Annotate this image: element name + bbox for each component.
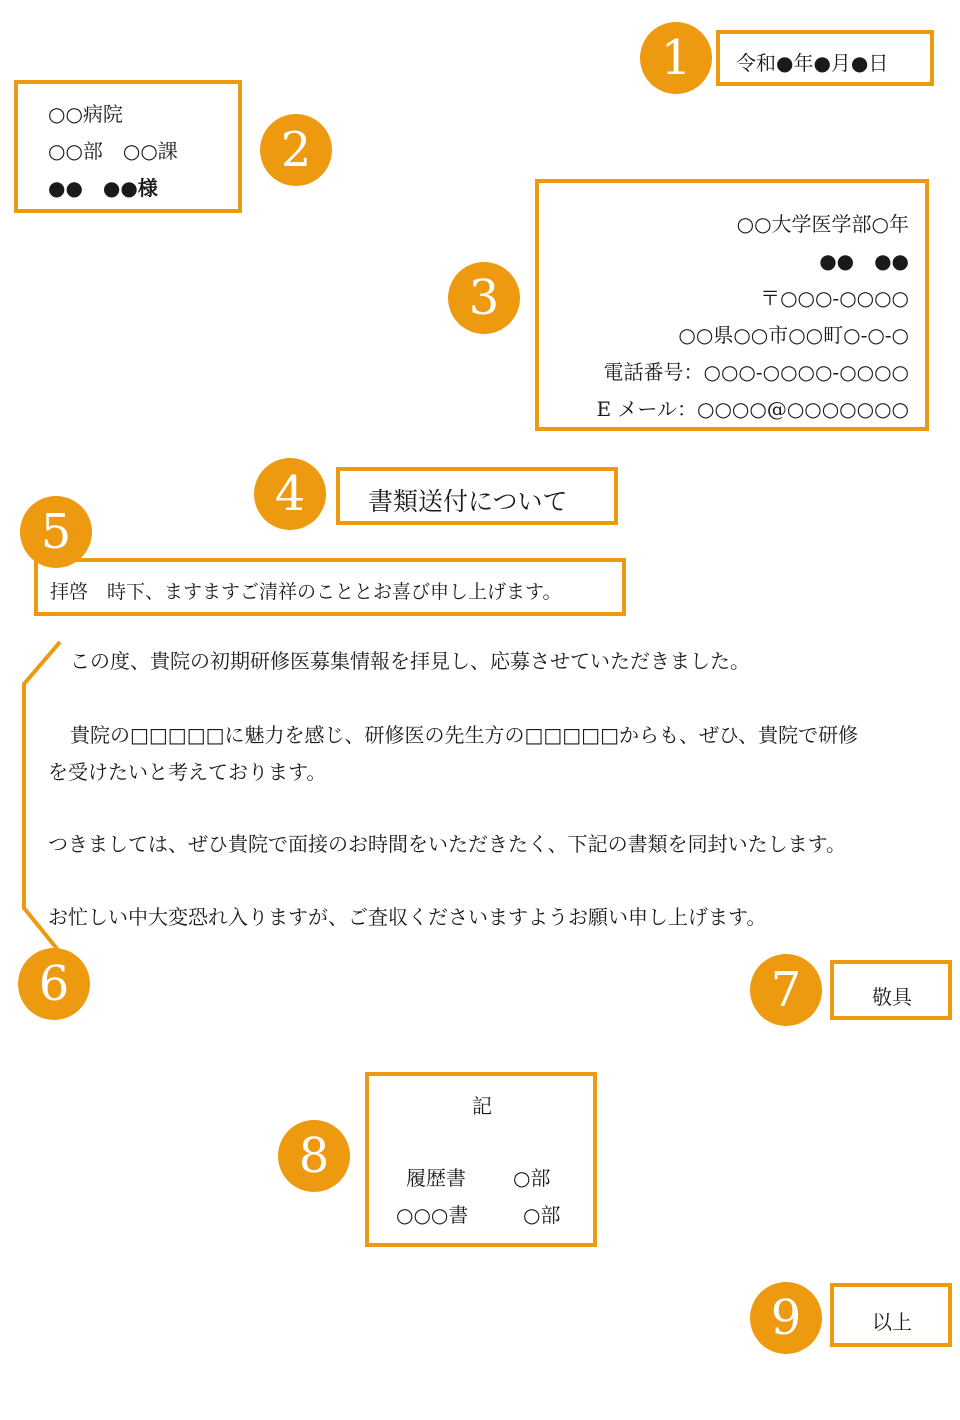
body-paragraph-2-line-1: 貴院の□□□□□に魅力を感じ、研修医の先生方の□□□□□からも、ぜひ、貴院で研修	[70, 723, 859, 747]
marker-8: 8	[278, 1120, 350, 1192]
greeting-text: 拝啓 時下、ますますご清祥のこととお喜び申し上げます。	[50, 581, 562, 603]
closing-box	[830, 960, 952, 1020]
sender-address: ○○県○○市○○町○-○-○	[678, 323, 909, 347]
enclosure-item-2-qty: ○部	[523, 1203, 561, 1227]
recipient-hospital: ○○病院	[48, 102, 123, 126]
marker-2: 2	[260, 114, 332, 186]
marker-9: 9	[750, 1282, 822, 1354]
sender-box	[535, 179, 929, 431]
enclosure-item-2-name: ○○○書	[396, 1203, 469, 1227]
marker-1: 1	[640, 22, 712, 94]
sender-name: ●● ●●	[819, 249, 909, 273]
recipient-department: ○○部 ○○課	[48, 139, 178, 163]
sender-school: ○○大学医学部○年	[736, 212, 909, 236]
end-text: 以上	[872, 1310, 912, 1334]
marker-4: 4	[254, 458, 326, 530]
closing-text: 敬具	[872, 985, 912, 1009]
body-paragraph-2-line-2: を受けたいと考えております。	[48, 760, 327, 784]
body-paragraph-4: お忙しい中大変恐れ入りますが、ご査収くださいますようお願い申し上げます。	[48, 905, 767, 929]
enclosure-box	[365, 1072, 597, 1247]
body-paragraph-1: この度、貴院の初期研修医募集情報を拝見し、応募させていただきました。	[70, 649, 750, 673]
marker-6: 6	[18, 948, 90, 1020]
marker-3: 3	[448, 262, 520, 334]
end-box	[830, 1283, 952, 1347]
subject-title: 書類送付について	[368, 487, 568, 516]
sender-phone: 電話番号：○○○-○○○○-○○○○	[603, 360, 909, 384]
marker-7: 7	[750, 954, 822, 1026]
recipient-name: ●● ●●様	[48, 176, 158, 200]
recipient-box	[14, 80, 242, 213]
sender-postal-code: 〒○○○-○○○○	[760, 286, 909, 310]
sender-email: E メール：○○○○@○○○○○○○	[596, 397, 909, 421]
date-box	[716, 30, 934, 86]
body-paragraph-3: つきましては、ぜひ貴院で面接のお時間をいただきたく、下記の書類を同封いたします。	[48, 832, 846, 856]
enclosure-item-1-name: 履歴書	[406, 1166, 466, 1190]
subject-box	[336, 467, 618, 525]
enclosure-item-1-qty: ○部	[513, 1166, 551, 1190]
date-text: 令和●年●月●日	[736, 51, 889, 75]
marker-5: 5	[20, 496, 92, 568]
greeting-box	[34, 558, 626, 616]
enclosure-title: 記	[472, 1094, 492, 1118]
